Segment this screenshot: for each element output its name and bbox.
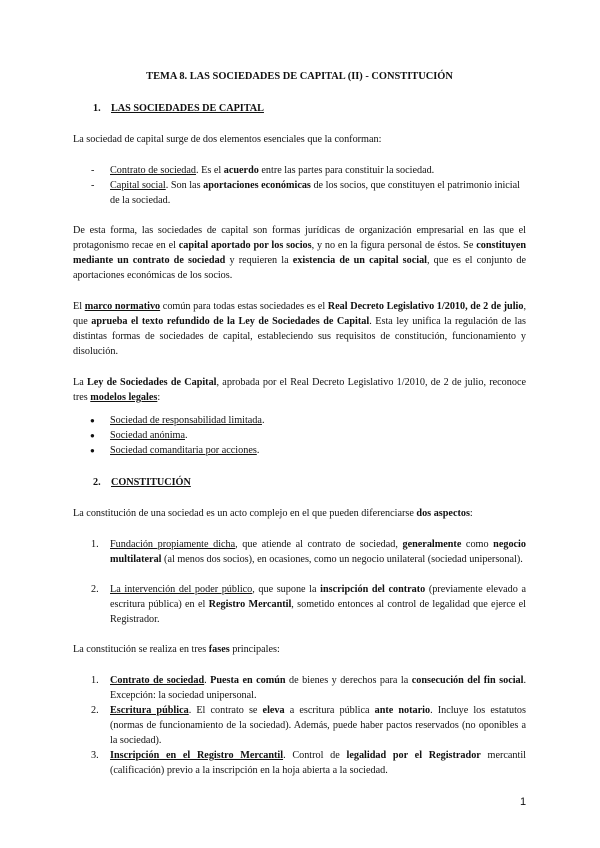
- underline-run: Fundación propiamente dicha: [110, 539, 236, 550]
- text-run: , que: [73, 301, 527, 327]
- bold-underline-run: modelos legales: [90, 392, 158, 403]
- bold-run: consecución del fin social: [411, 675, 524, 686]
- bold-underline-run: marco normativo: [84, 301, 161, 312]
- text-run: de los socios, que constituyen el patrimonio inicial de la sociedad.: [110, 180, 520, 206]
- legal-models-list: [73, 413, 526, 458]
- definition-paragraph: [73, 223, 526, 283]
- bold-run: aprueba el texto refundido de la Ley de Sociedades de Capital: [91, 316, 370, 327]
- dash-marker: -: [91, 165, 95, 176]
- bold-run: inscripción del contrato: [320, 584, 426, 595]
- bullet-marker: ●: [90, 416, 95, 425]
- page-number: 1: [520, 796, 527, 808]
- section-title: LAS SOCIEDADES DE CAPITAL: [111, 103, 264, 114]
- legal-models-paragraph: [73, 375, 526, 405]
- phases-list: [73, 673, 526, 778]
- text-run: de bienes y derechos para la: [285, 675, 412, 686]
- number-marker: 1.: [91, 539, 99, 550]
- bold-run: dos aspectos: [416, 508, 470, 519]
- text-run: , y no en la figura personal de éstos. Se: [311, 240, 477, 251]
- elements-list: [73, 163, 526, 208]
- text-run: . Es el: [196, 165, 224, 176]
- list-item: [73, 748, 526, 778]
- text-run: La constitución de una sociedad es un acto complejo en el que pueden diferenciarse: [73, 508, 417, 519]
- text-run: (al menos dos socios), en ocasiones, como un negocio unilateral (sociedad unipersonal).: [161, 554, 523, 565]
- bold-run: negocio multilateral: [110, 539, 526, 565]
- term: Contrato de sociedad: [110, 165, 197, 176]
- number-marker: 1.: [91, 675, 99, 686]
- text-run: principales:: [229, 644, 280, 655]
- text-run: :: [469, 508, 473, 519]
- text-run: La: [73, 377, 87, 388]
- underline-run: La intervención del poder público: [110, 584, 253, 595]
- number-marker: 3.: [91, 750, 99, 761]
- text-run: .: [256, 445, 260, 456]
- list-item-text: Sociedad comanditaria por acciones: [110, 445, 257, 456]
- bold-run: ante notario: [374, 705, 431, 716]
- list-item: [73, 413, 526, 428]
- list-item: [73, 537, 526, 567]
- section-number: 2.: [93, 477, 101, 488]
- text-run: a escritura pública: [284, 705, 375, 716]
- page-content: [73, 69, 526, 778]
- list-item: [73, 163, 526, 178]
- text-run: , que supone la: [252, 584, 321, 595]
- list-item: [73, 178, 526, 208]
- text-run: . Excepción: la sociedad unipersonal.: [110, 675, 527, 701]
- bold-underline-run: Inscripción en el Registro Mercantil: [110, 750, 284, 761]
- phases-paragraph: [73, 642, 526, 657]
- bold-run: eleva: [262, 705, 285, 716]
- bold-run: aportaciones económicas: [203, 180, 311, 191]
- bold-run: Real Decreto Legislativo 1/2010, de 2 de julio: [327, 301, 524, 312]
- text-run: . El contrato se: [188, 705, 263, 716]
- bold-run: legalidad por el Registrador: [346, 750, 481, 761]
- text-run: El: [73, 301, 85, 312]
- bold-underline-run: Escritura pública: [110, 705, 189, 716]
- text-run: , sometido entonces al control de legalidad que ejerce el Registrador.: [110, 599, 527, 625]
- text-run: , que es el conjunto de aportaciones económicas de los socios.: [73, 255, 526, 281]
- text-run: mercantil (calificación) previo a la inscripción en la hoja abierta a la sociedad.: [110, 750, 526, 776]
- intro-paragraph: La sociedad de capital surge de dos elementos esenciales que la conforman:: [73, 134, 382, 145]
- text-run: (previamente elevado a escritura pública) en el: [110, 584, 526, 610]
- bold-run: Ley de Sociedades de Capital: [86, 377, 217, 388]
- text-run: .: [184, 430, 188, 441]
- dash-marker: -: [91, 180, 95, 191]
- text-run: . Esta ley unifica la regulación de las distintas formas de sociedades de capital, estableciendo sus requisitos de constitución, funcionamiento y disolución.: [73, 316, 526, 357]
- text-run: . Son las: [165, 180, 204, 191]
- text-run: , que atiende al contrato de sociedad,: [235, 539, 403, 550]
- bold-run: Registro Mercantil: [208, 599, 292, 610]
- number-marker: 2.: [91, 584, 99, 595]
- bold-run: existencia de un capital social: [292, 255, 427, 266]
- text-run: y requieren la: [225, 255, 293, 266]
- bold-underline-run: Contrato de sociedad: [110, 675, 205, 686]
- text-run: De esta forma, las sociedades de capital son formas jurídicas de organización empresarial en las que el protagonismo recae en el: [73, 225, 526, 251]
- section-title: CONSTITUCIÓN: [111, 477, 191, 488]
- bold-run: fases: [208, 644, 230, 655]
- bold-run: Puesta en común: [210, 675, 286, 686]
- text-run: .: [261, 415, 265, 426]
- list-item-text: Sociedad de responsabilidad limitada: [110, 415, 262, 426]
- list-item: [73, 582, 526, 627]
- text-run: . Control de: [283, 750, 347, 761]
- section-heading-2: [93, 475, 526, 490]
- text-run: común para todas estas sociedades es el: [160, 301, 328, 312]
- legal-framework-paragraph: [73, 299, 526, 359]
- bold-run: acuerdo: [223, 165, 259, 176]
- section-heading-1: [93, 101, 526, 116]
- number-marker: 2.: [91, 705, 99, 716]
- bullet-marker: ●: [90, 431, 95, 440]
- text-run: como: [461, 539, 494, 550]
- text-run: , aprobada por el Real Decreto Legislativo 1/2010, de 2 de julio, reconoce tres: [73, 377, 526, 403]
- text-run: La constitución se realiza en tres: [73, 644, 209, 655]
- text-run: entre las partes para constituir la sociedad.: [258, 165, 435, 176]
- aspects-list: [73, 537, 526, 627]
- document-title: TEMA 8. LAS SOCIEDADES DE CAPITAL (II) - CONSTITUCIÓN: [146, 71, 453, 82]
- section-number: 1.: [93, 103, 101, 114]
- text-run: :: [157, 392, 161, 403]
- bold-run: generalmente: [402, 539, 462, 550]
- term: Capital social: [110, 180, 166, 191]
- bullet-marker: ●: [90, 446, 95, 455]
- text-run: . Incluye los estatutos (normas de funcionamiento de la sociedad). Además, puede haber pactos reservados (no oponibles a la sociedad).: [110, 705, 526, 746]
- bold-run: constituyen mediante un contrato de sociedad: [73, 240, 527, 266]
- list-item-text: Sociedad anónima: [110, 430, 185, 441]
- constitution-paragraph: [73, 506, 526, 521]
- text-run: .: [204, 675, 211, 686]
- list-item: [73, 428, 526, 443]
- list-item: [73, 443, 526, 458]
- bold-run: capital aportado por los socios: [178, 240, 312, 251]
- list-item: [73, 673, 526, 703]
- list-item: [73, 703, 526, 748]
